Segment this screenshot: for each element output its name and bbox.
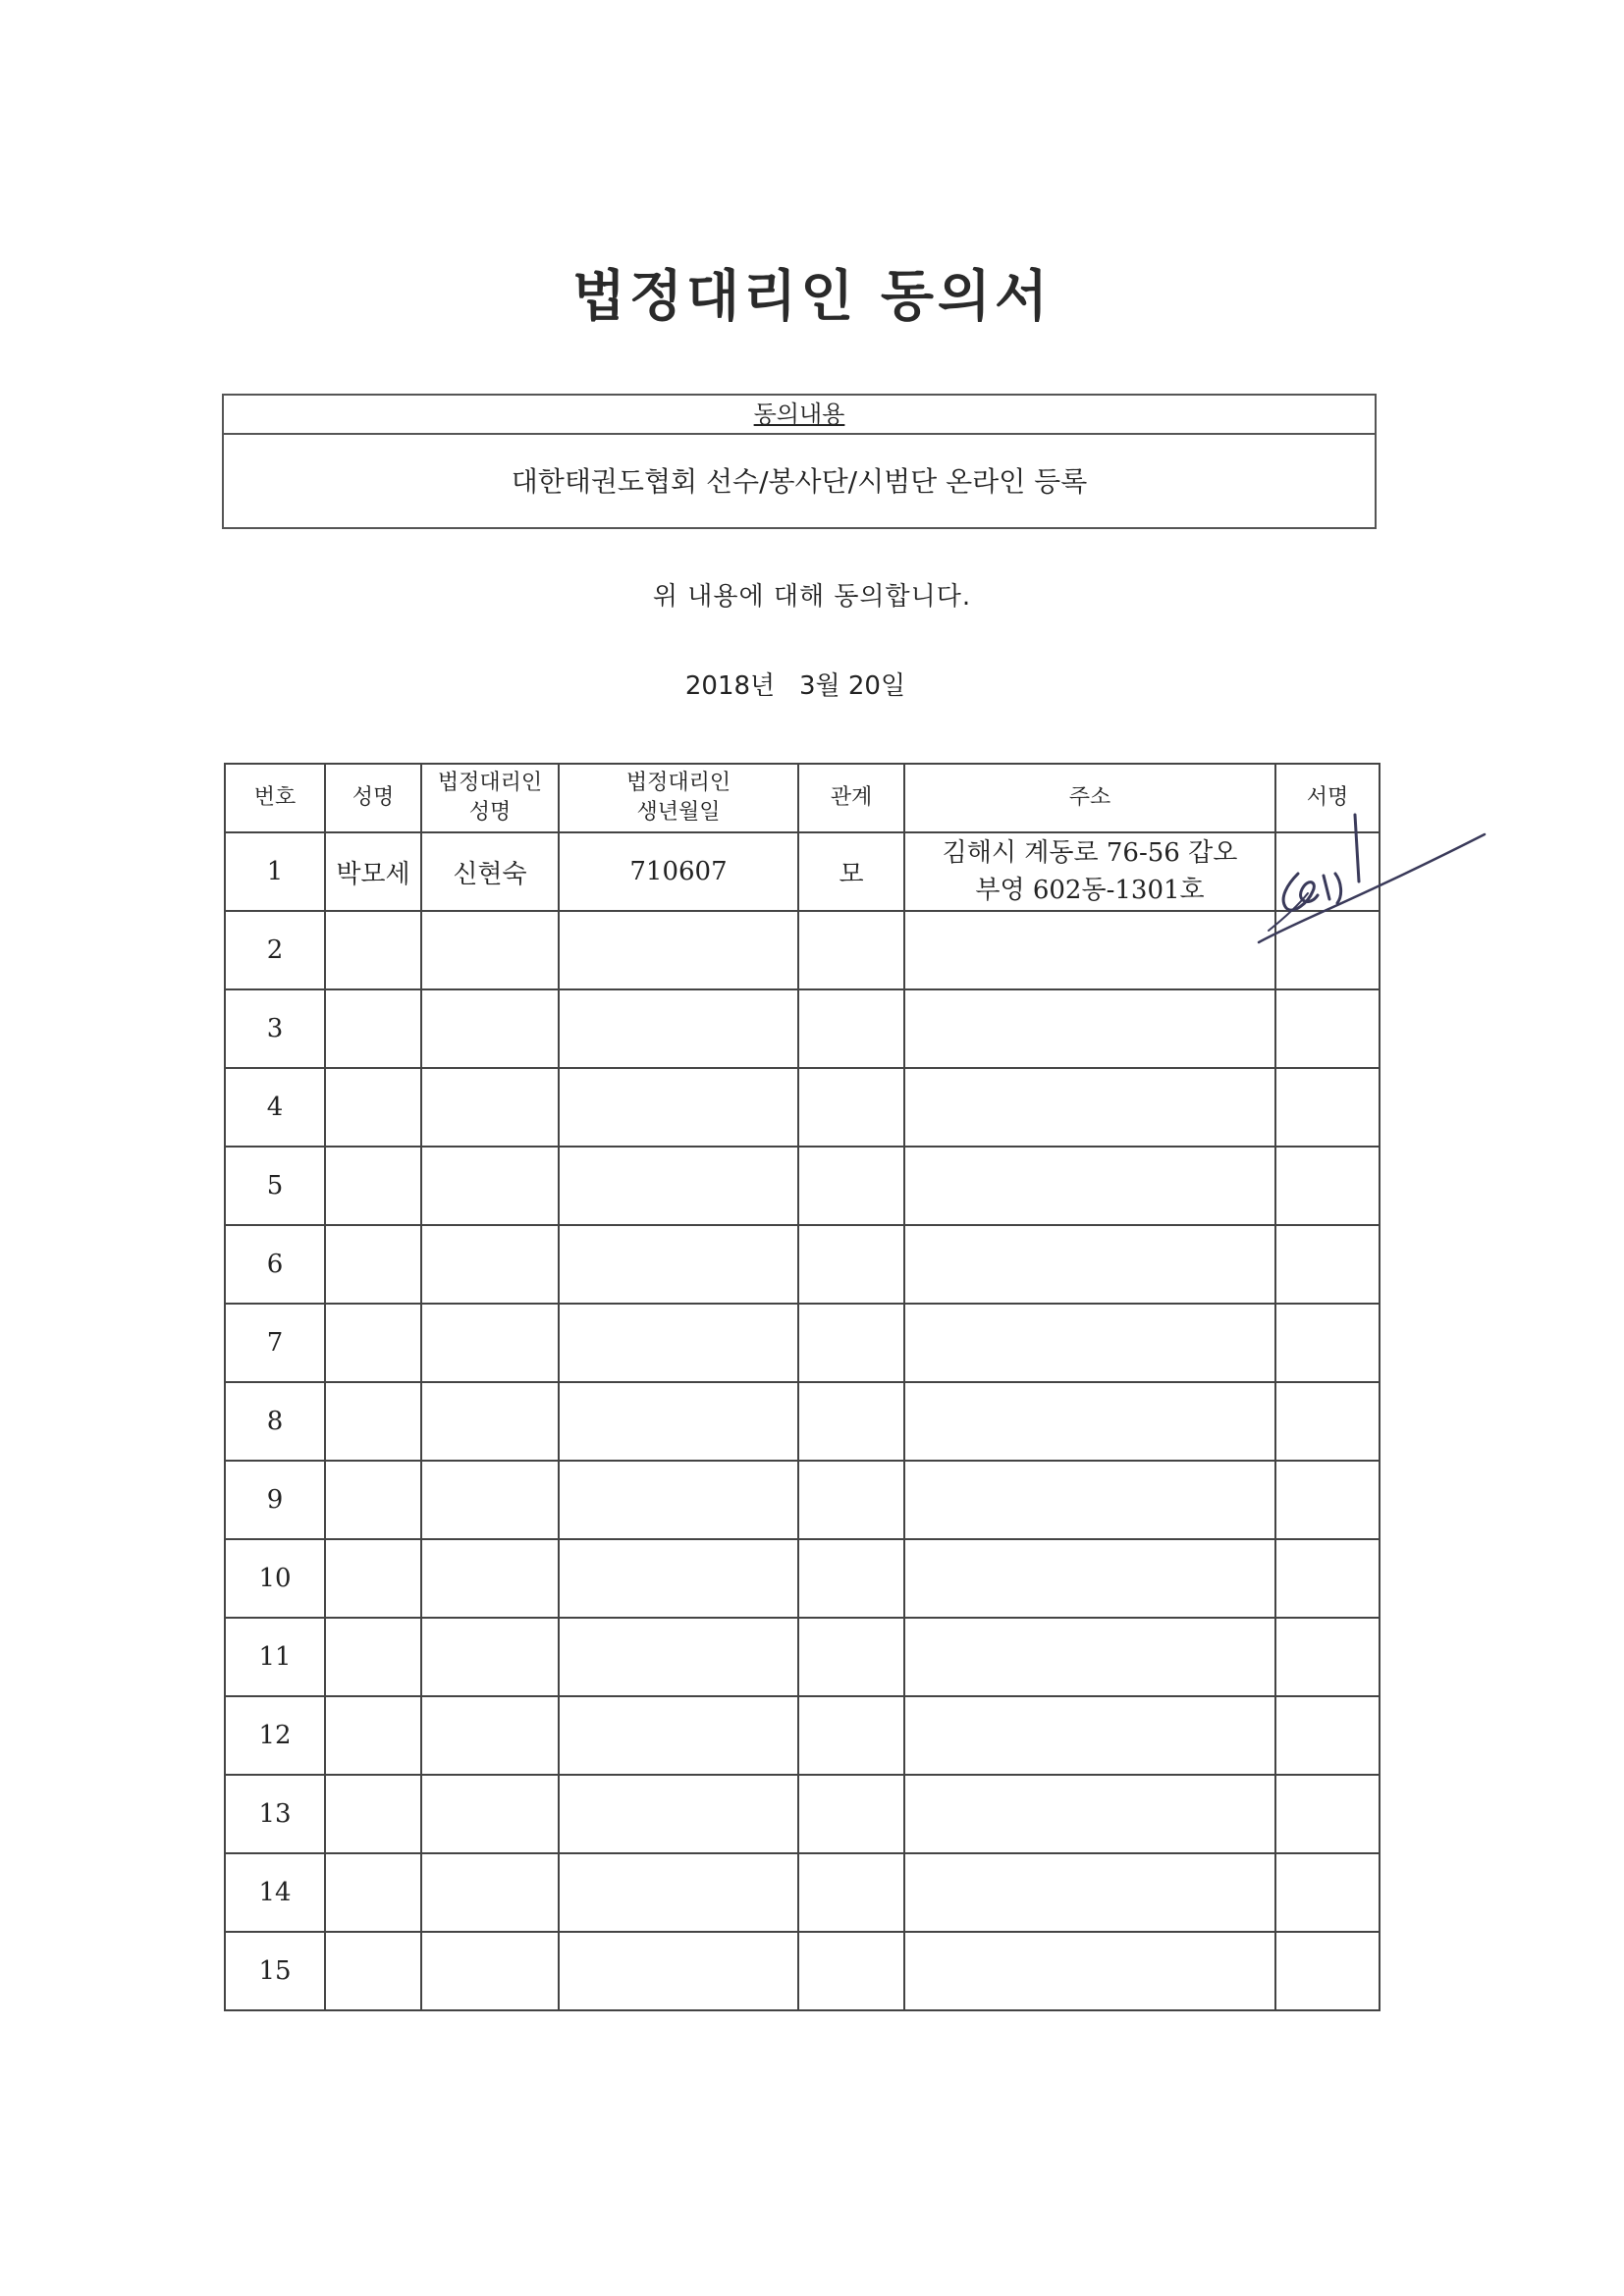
header-name: 성명 — [325, 764, 421, 832]
address — [904, 1853, 1275, 1932]
row-number: 10 — [225, 1539, 325, 1618]
table-row — [225, 911, 1380, 989]
relation — [798, 1147, 904, 1225]
table-row — [225, 1696, 1380, 1775]
row-number: 5 — [225, 1147, 325, 1225]
row-number: 11 — [225, 1618, 325, 1696]
representative-name — [421, 989, 559, 1068]
header-rep-birth: 법정대리인 생년월일 — [559, 764, 798, 832]
representative-birthdate — [559, 1618, 798, 1696]
relation — [798, 1618, 904, 1696]
consent-table — [224, 763, 1380, 2011]
representative-name — [421, 1539, 559, 1618]
signature-cell — [1275, 832, 1380, 911]
representative-birthdate — [559, 1304, 798, 1382]
relation — [798, 1696, 904, 1775]
table-row — [225, 1618, 1380, 1696]
table-row — [225, 1304, 1380, 1382]
representative-name — [421, 911, 559, 989]
signature-cell — [1275, 1382, 1380, 1461]
signature-cell — [1275, 989, 1380, 1068]
signature-cell — [1275, 1775, 1380, 1853]
table-header-row — [225, 764, 1380, 832]
representative-name — [421, 1932, 559, 2010]
representative-birthdate — [559, 1853, 798, 1932]
consent-box — [222, 394, 1377, 529]
signature-cell — [1275, 1068, 1380, 1147]
table-row — [225, 1225, 1380, 1304]
signature-cell — [1275, 1147, 1380, 1225]
address — [904, 1618, 1275, 1696]
relation: 모 — [798, 832, 904, 911]
athlete-name — [325, 1696, 421, 1775]
header-rep-name: 법정대리인 성명 — [421, 764, 559, 832]
row-number: 12 — [225, 1696, 325, 1775]
representative-name — [421, 1225, 559, 1304]
address — [904, 1304, 1275, 1382]
table-row — [225, 832, 1380, 911]
athlete-name — [325, 1225, 421, 1304]
representative-birthdate — [559, 911, 798, 989]
row-number: 14 — [225, 1853, 325, 1932]
address — [904, 1225, 1275, 1304]
table-row — [225, 1932, 1380, 2010]
row-number: 8 — [225, 1382, 325, 1461]
representative-birthdate — [559, 1225, 798, 1304]
athlete-name — [325, 1539, 421, 1618]
signature-cell — [1275, 1225, 1380, 1304]
representative-name — [421, 1853, 559, 1932]
address — [904, 911, 1275, 989]
table-row — [225, 1382, 1380, 1461]
representative-name — [421, 1618, 559, 1696]
consent-header: 동의내용 — [224, 396, 1375, 435]
row-number: 13 — [225, 1775, 325, 1853]
table-row — [225, 989, 1380, 1068]
representative-name — [421, 1382, 559, 1461]
relation — [798, 1225, 904, 1304]
signature-cell — [1275, 911, 1380, 989]
relation — [798, 989, 904, 1068]
athlete-name — [325, 1304, 421, 1382]
athlete-name — [325, 1775, 421, 1853]
signature-cell — [1275, 1618, 1380, 1696]
representative-birthdate — [559, 1775, 798, 1853]
relation — [798, 1068, 904, 1147]
relation — [798, 911, 904, 989]
signature-cell — [1275, 1696, 1380, 1775]
representative-name — [421, 1696, 559, 1775]
row-number: 6 — [225, 1225, 325, 1304]
table-row — [225, 1147, 1380, 1225]
row-number: 9 — [225, 1461, 325, 1539]
athlete-name — [325, 1382, 421, 1461]
signature-cell — [1275, 1853, 1380, 1932]
athlete-name — [325, 1618, 421, 1696]
address — [904, 989, 1275, 1068]
representative-birthdate — [559, 1147, 798, 1225]
signature-cell — [1275, 1461, 1380, 1539]
signature-cell — [1275, 1304, 1380, 1382]
athlete-name — [325, 1147, 421, 1225]
address — [904, 1068, 1275, 1147]
table-row — [225, 1461, 1380, 1539]
athlete-name — [325, 1461, 421, 1539]
address — [904, 1696, 1275, 1775]
relation — [798, 1539, 904, 1618]
representative-birthdate — [559, 1539, 798, 1618]
representative-birthdate — [559, 1932, 798, 2010]
representative-name — [421, 1461, 559, 1539]
address-line-1: 김해시 계동로 76-56 갑오 — [942, 838, 1238, 868]
relation — [798, 1932, 904, 2010]
relation — [798, 1853, 904, 1932]
document-title: 법정대리인 동의서 — [571, 265, 1053, 329]
header-address: 주소 — [904, 764, 1275, 832]
address — [904, 1461, 1275, 1539]
signature-cell — [1275, 1539, 1380, 1618]
representative-name — [421, 1068, 559, 1147]
representative-birthdate: 710607 — [559, 832, 798, 911]
representative-birthdate — [559, 1382, 798, 1461]
header-signature: 서명 — [1275, 764, 1380, 832]
date-line: 2018년 3월 20일 — [684, 671, 906, 701]
representative-birthdate — [559, 1461, 798, 1539]
address — [904, 1382, 1275, 1461]
athlete-name — [325, 911, 421, 989]
relation — [798, 1775, 904, 1853]
consent-body: 대한태권도협회 선수/봉사단/시범단 온라인 등록 — [511, 465, 1088, 498]
representative-name: 신현숙 — [421, 832, 559, 911]
athlete-name — [325, 1853, 421, 1932]
agree-statement: 위 내용에 대해 동의합니다. — [652, 582, 972, 612]
header-relation: 관계 — [798, 764, 904, 832]
athlete-name — [325, 1068, 421, 1147]
address — [904, 832, 1275, 911]
row-number: 3 — [225, 989, 325, 1068]
address — [904, 1147, 1275, 1225]
representative-birthdate — [559, 1068, 798, 1147]
representative-name — [421, 1775, 559, 1853]
row-number: 4 — [225, 1068, 325, 1147]
row-number: 2 — [225, 911, 325, 989]
header-no: 번호 — [225, 764, 325, 832]
athlete-name: 박모세 — [325, 832, 421, 911]
row-number: 1 — [225, 832, 325, 911]
address — [904, 1932, 1275, 2010]
table-row — [225, 1775, 1380, 1853]
representative-name — [421, 1304, 559, 1382]
relation — [798, 1304, 904, 1382]
row-number: 7 — [225, 1304, 325, 1382]
address-line-2: 부영 602동-1301호 — [975, 876, 1205, 905]
athlete-name — [325, 1932, 421, 2010]
table-row — [225, 1853, 1380, 1932]
representative-birthdate — [559, 1696, 798, 1775]
relation — [798, 1382, 904, 1461]
table-row — [225, 1068, 1380, 1147]
relation — [798, 1461, 904, 1539]
representative-birthdate — [559, 989, 798, 1068]
athlete-name — [325, 989, 421, 1068]
representative-name — [421, 1147, 559, 1225]
row-number: 15 — [225, 1932, 325, 2010]
address — [904, 1539, 1275, 1618]
signature-cell — [1275, 1932, 1380, 2010]
table-row — [225, 1539, 1380, 1618]
address — [904, 1775, 1275, 1853]
